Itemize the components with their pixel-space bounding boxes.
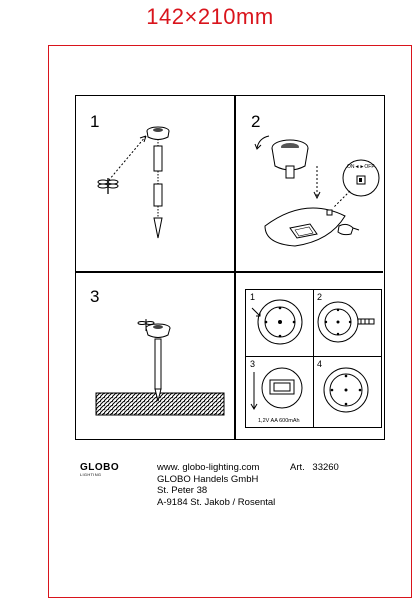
website-link[interactable]: www. globo-lighting.com (157, 462, 260, 473)
step-3-number: 3 (90, 287, 100, 306)
switch-on-off-label: ON◄►OFF (347, 164, 375, 170)
step-2-number: 2 (251, 112, 261, 131)
step-1-illustration (76, 96, 234, 271)
sub-step-4-number: 4 (317, 359, 323, 369)
sub-step-3-number: 3 (250, 359, 256, 369)
article-label: Art. (290, 462, 305, 473)
page-size-label: 142×210mm (146, 4, 274, 29)
step-2-illustration (235, 96, 385, 271)
company-street: St. Peter 38 (157, 485, 208, 496)
instruction-grid (75, 95, 385, 440)
battery-steps-illustration (246, 290, 381, 427)
footer-address-block (157, 462, 275, 508)
company-city: A-9184 St. Jakob / Rosental (157, 496, 276, 508)
step-3-panel (76, 273, 234, 439)
logo-name: GLOBO (80, 462, 120, 473)
sub-step-1-number: 1 (250, 292, 256, 302)
battery-instruction-box (245, 289, 382, 428)
globo-logo (80, 462, 119, 477)
step-2-panel (235, 96, 385, 271)
article-block (290, 462, 339, 474)
step-1-panel (76, 96, 234, 271)
step-3-illustration (76, 273, 234, 439)
company-name: GLOBO Handels GmbH (157, 473, 259, 485)
sub-step-2-number: 2 (317, 292, 323, 302)
article-number: 33260 (312, 462, 339, 473)
step-1-number: 1 (90, 112, 100, 131)
battery-spec-label: 1,2V AA 600mAh (258, 418, 300, 424)
logo-tagline: LIGHTING (80, 472, 102, 477)
step-4-panel (235, 273, 385, 439)
